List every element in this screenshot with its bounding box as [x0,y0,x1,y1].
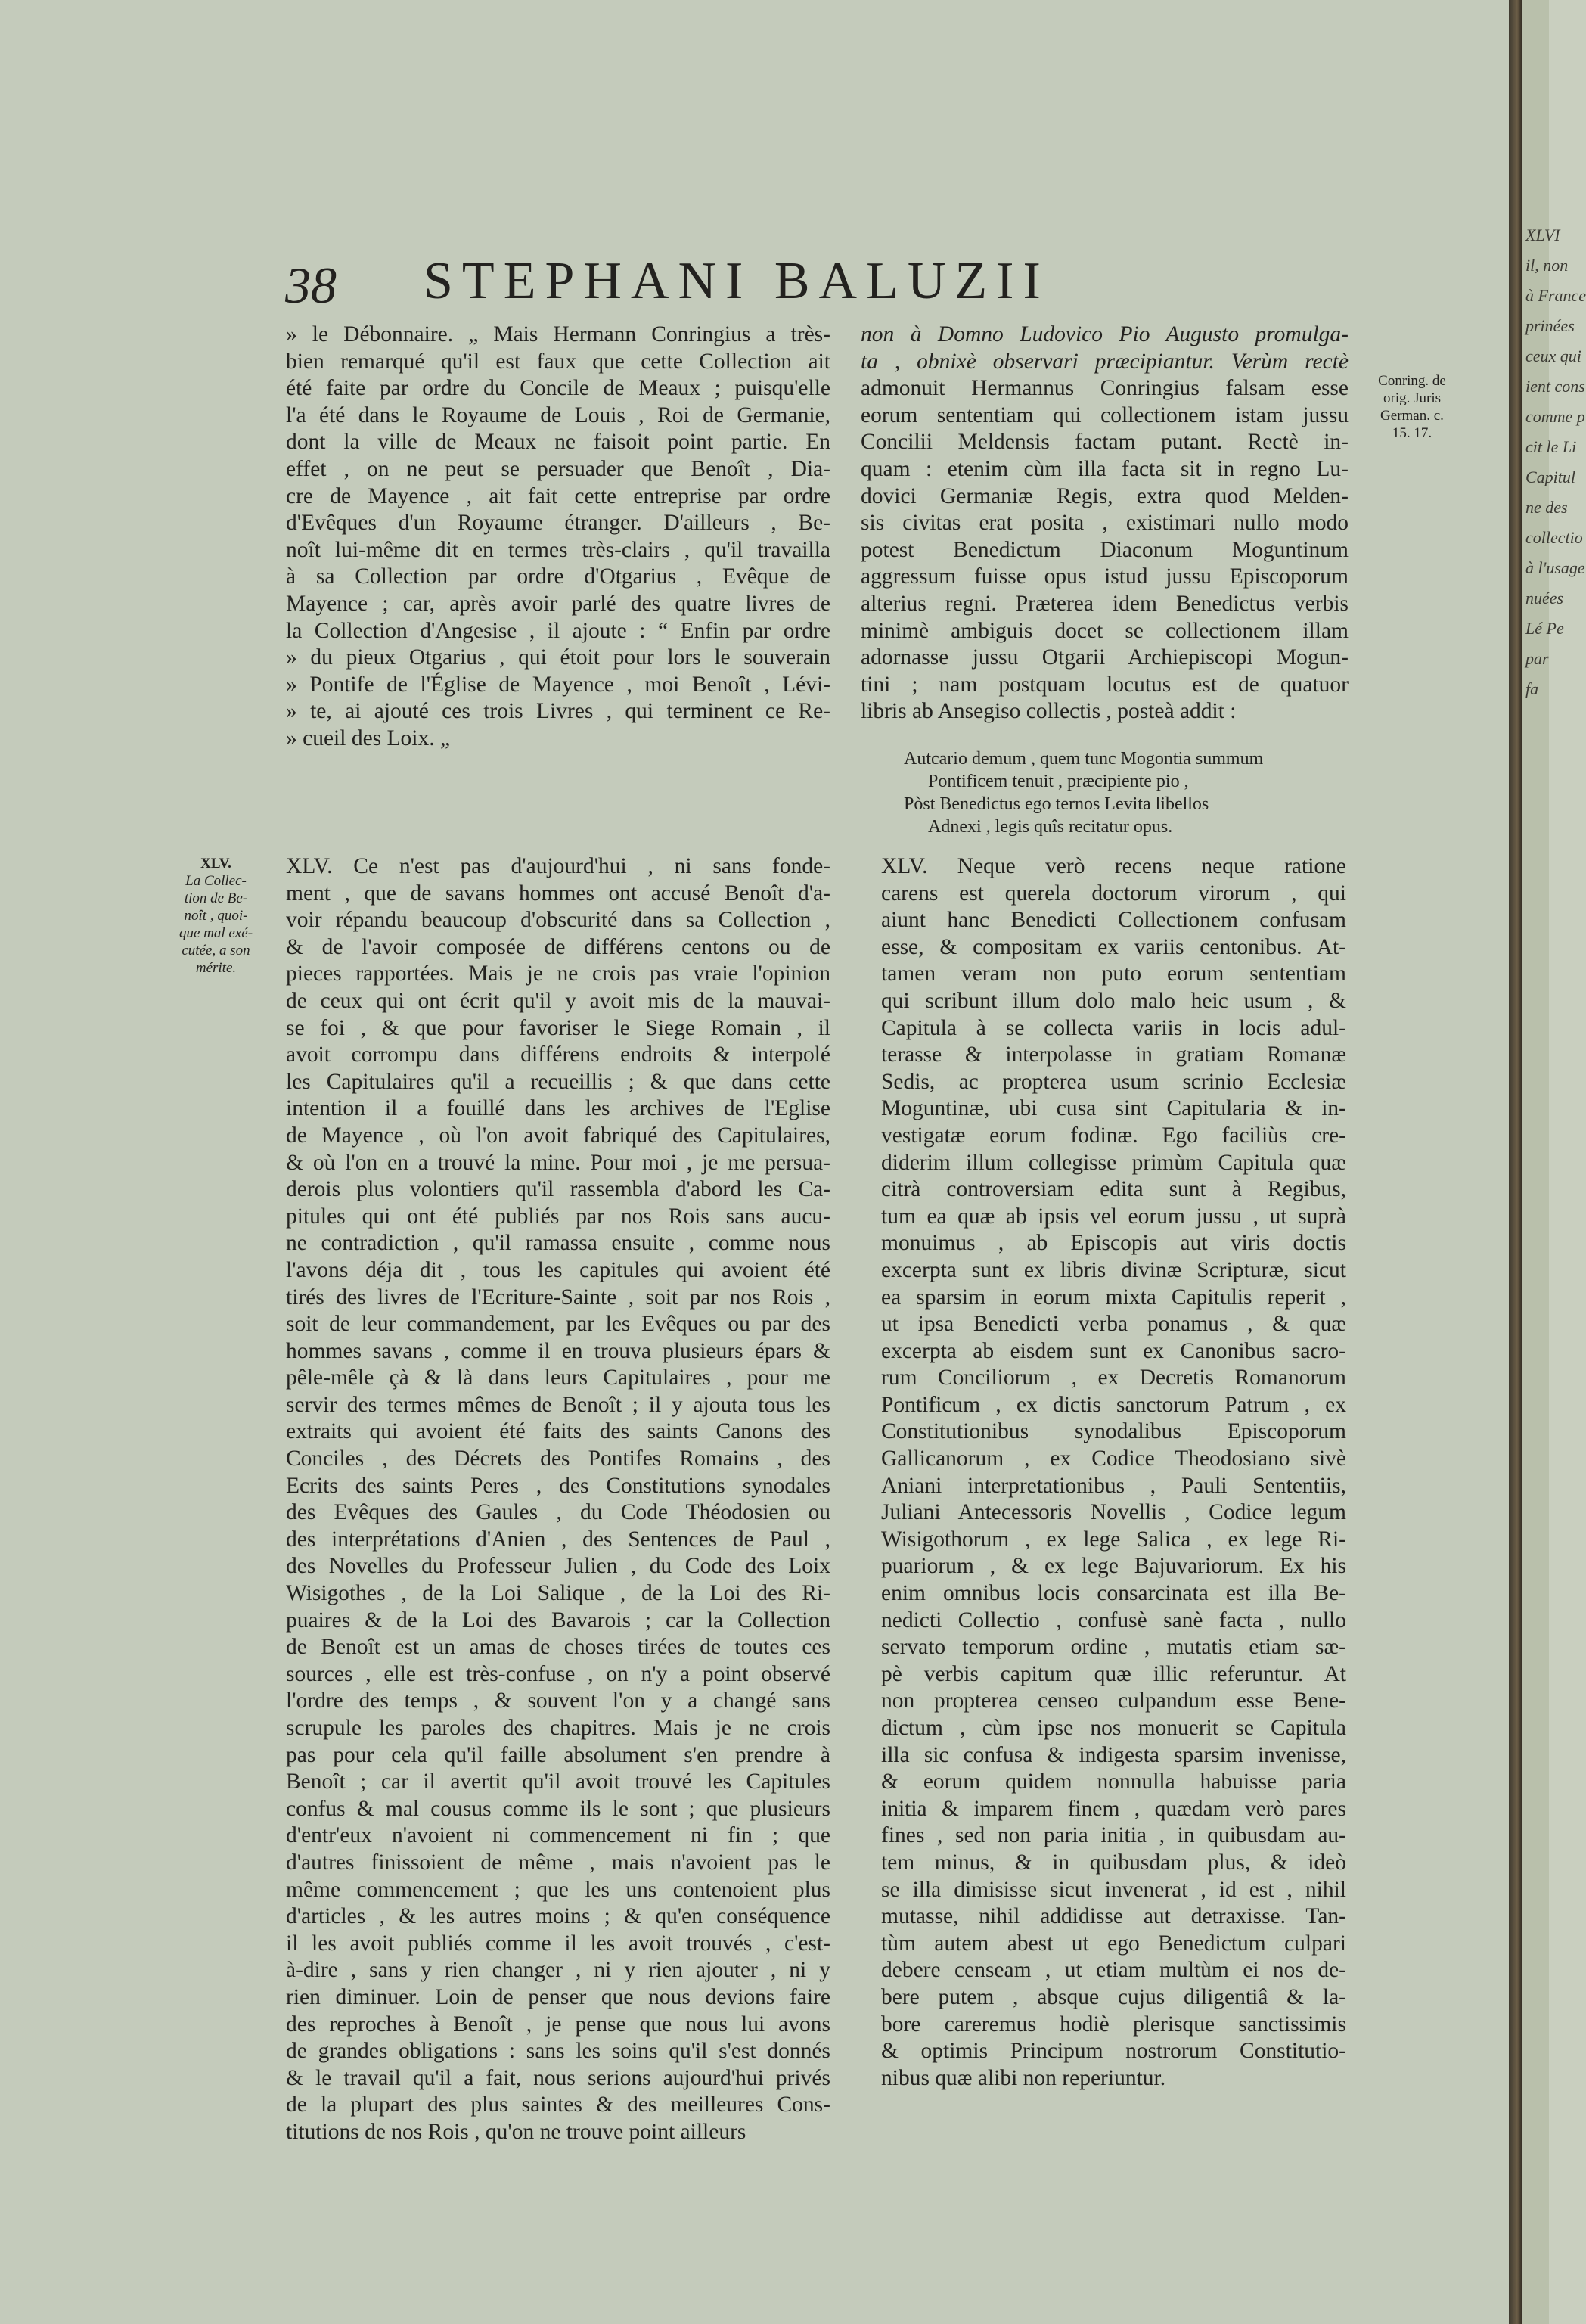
latin-text-main [881,853,1346,2092]
text-line: & où l'on en a trouvé la mine. Pour moi , je me persua- [286,1150,830,1175]
text-line: même commencement ; que les uns contenoient plus [286,1877,830,1902]
french-text-top [286,322,830,753]
sidenote-line: tion de Be- [184,890,248,906]
text-line: aggressum fuisse opus istud jussu Episcoporum [861,564,1349,589]
text-line: Moguntinæ, ubi cusa sint Capitularia & in- [881,1096,1346,1121]
text-line: d'articles , & les autres moins ; & qu'en conséquence [286,1904,830,1929]
text-line: Sedis, ac propterea usum scrinio Ecclesiæ [881,1069,1346,1094]
text-line: ea sparsim in eorum mixta Capitulis reperit , [881,1285,1346,1310]
text-line: non à Domno Ludovico Pio Augusto promulga- [861,322,1349,346]
text-line: non propterea censeo culpandum esse Bene- [881,1689,1346,1713]
text-line: rien diminuer. Loin de penser que nous devions faire [286,1984,830,2009]
facing-page-fragment: ient cons [1525,377,1585,396]
text-line: Wisigothes , de la Loi Salique , de la Loi des Ri- [286,1581,830,1606]
text-line: ne contradiction , qu'il ramassa ensuite , comme nous [286,1231,830,1256]
text-line: Conciles , des Décrets des Pontifes Romains , des [286,1446,830,1471]
sidenote-line: Conring. de [1378,373,1446,389]
text-line: pieces rapportées. Mais je ne crois pas vraie l'opinion [286,962,830,986]
french-text-main [286,853,830,2146]
text-line: eorum sententiam qui collectionem istam jussu [861,402,1349,427]
text-line: » te, ai ajouté ces trois Livres , qui terminent ce Re- [286,699,830,724]
text-line: confus & mal cousus comme ils le sont ; que plusieurs [286,1796,830,1821]
text-line: Wisigothorum , ex lege Salica , ex lege Ri- [881,1527,1346,1552]
text-line: fines , sed non paria initia , in quibusdam au- [881,1823,1346,1848]
text-line: & eorum quidem nonnulla habuisse paria [881,1769,1346,1794]
sidenote-line: 15. 17. [1392,425,1432,441]
facing-page-fragment: fa [1525,679,1539,698]
text-line: scrupule les paroles des chapitres. Mais je ne crois [286,1716,830,1740]
text-line: sis civitas erat posita , existimari nullo modo [861,511,1349,536]
text-line: tamen veram non puto eorum sententiam [881,962,1346,986]
text-line: avoit corrompu dans différens endroits & interpolé [286,1042,830,1067]
facing-page-fragment: par [1525,649,1549,668]
text-line: Pontificum , ex dictis sanctorum Patrum , ex [881,1392,1346,1417]
sidenote-line: German. c. [1380,408,1444,424]
sidenote-line: La Collec- [185,873,247,889]
text-line: Gallicanorum , ex Codice Theodosiano sivè [881,1446,1346,1471]
text-line: Ecrits des saints Peres , des Constitutions synodales [286,1473,830,1498]
verse-line: Pòst Benedictus ego ternos Levita libellos [904,794,1209,814]
text-line: pitules qui ont été publiés par nos Rois sans aucu- [286,1204,830,1229]
text-line: Capitula à se collecta variis in locis adul- [881,1015,1346,1040]
running-title: STEPHANI BALUZII [424,252,1050,310]
text-line: excerpta ab eisdem sunt ex Canonibus sacro- [881,1338,1346,1363]
text-line: monuimus , ab Episcopis aut viris doctis [881,1231,1346,1256]
sidenote-line: orig. Juris [1383,390,1441,406]
text-line: » cueil des Loix. „ [286,725,451,750]
text-line: de Mayence , où l'on avoit fabriqué des Capitulaires, [286,1123,830,1148]
sidenote-heading: XLV. [200,856,231,872]
text-line: effet , on ne peut se persuader que Benoît , Dia- [286,456,830,481]
text-line: tini ; nam postquam locutus est de quatuor [861,672,1349,697]
text-line: servir des termes mêmes de Benoît ; il y ajouta tous les [286,1392,830,1417]
text-line: dont la ville de Meaux ne faisoit point partie. En [286,430,830,455]
text-line: ut ipsa Benedicti verba ponamus , & quæ [881,1312,1346,1337]
text-line: mutasse, nihil addidisse aut detraxisse. Tan- [881,1904,1346,1929]
text-line: citrà controversiam edita sunt à Regibus, [881,1177,1346,1202]
text-line: qui scribunt illum dolo malo heic usum , & [881,988,1346,1013]
text-line: l'a été dans le Royaume de Louis , Roi de Germanie, [286,402,830,427]
text-line: nedicti Collectio , confusè sanè facta , nullo [881,1608,1346,1633]
facing-page-fragment: Lé Pe [1525,619,1564,638]
text-line: carens est querela doctorum virorum , qui [881,881,1346,906]
text-line: alterius regni. Præterea idem Benedictus verbis [861,591,1349,616]
facing-page-fragment: cit le Li [1525,437,1577,456]
text-line: intention il a fouillé dans les archives de l'Eglise [286,1096,830,1121]
facing-page-fragment: à France [1525,286,1586,305]
text-line: à-dire , sans y rien changer , ni y rien ajouter , ni y [286,1958,830,1983]
text-line: des Evêques des Gaules , du Code Théodosien ou [286,1500,830,1525]
sidenote-left [172,855,259,977]
text-line: de ceux qui ont écrit qu'il y avoit mis de la mauvai- [286,988,830,1013]
text-line: cre de Mayence , ait fait cette entreprise par ordre [286,483,830,508]
text-line: pè verbis capitum quæ illic referuntur. At [881,1661,1346,1686]
verse-line: Autcario demum , quem tunc Mogontia summum [904,749,1264,769]
text-line: à sa Collection par ordre d'Otgarius , Evêque de [286,564,830,589]
text-line: & de l'avoir composée de différens centons ou de [286,934,830,959]
text-line: derois plus volontiers qu'il rassembla d'abord les Ca- [286,1177,830,1202]
text-line: bien remarqué qu'il est faux que cette Collection ait [286,349,830,374]
text-line: hommes savans , comme il en trouva plusieurs épars & [286,1338,830,1363]
text-line: de grandes obligations : sans les soins qu'il s'est donnés [286,2039,830,2064]
text-line: tùm autem abest ut ego Benedictum culpari [881,1931,1346,1956]
sidenote-right [1355,372,1469,442]
text-line: » du pieux Otgarius , qui étoit pour lors le souverain [286,645,830,670]
text-line: Concilii Meldensis factam putant. Rectè in- [861,430,1349,455]
book-gutter [1509,0,1522,2324]
text-line: les Capitulaires qu'il a recueillis ; & que dans cette [286,1069,830,1094]
text-line: Aniani interpretationibus , Pauli Sententiis, [881,1473,1346,1498]
facing-page-edge [1522,0,1586,2324]
facing-page-fragment: il, non [1525,256,1569,275]
text-line: dictum , cùm ipse nos monuerit se Capitula [881,1716,1346,1740]
text-line: noît lui-même dit en termes très-clairs , qu'il travailla [286,537,830,562]
text-line: Mayence ; car, après avoir parlé des quatre livres de [286,591,830,616]
text-line: diderim illum collegisse primùm Capitula quæ [881,1150,1346,1175]
text-line: se foi , & que pour favoriser le Siege Romain , il [286,1015,830,1040]
facing-page-fragment: ceux qui [1525,346,1581,365]
facing-page-fragment: Capitul [1525,468,1576,486]
latin-verse-quotation [904,747,1373,838]
text-line: » le Débonnaire. „ Mais Hermann Conringius a très- [286,322,830,346]
text-line: Juliani Antecessoris Novellis , Codice legum [881,1500,1346,1525]
facing-page-fragment: comme p [1525,407,1585,426]
verse-line: Adnexi , legis quîs recitatur opus. [928,817,1173,837]
text-line: ta , obnixè observari præcipiantur. Verùm rectè [861,349,1349,374]
sidenote-line: mérite. [195,960,237,976]
text-line: servato temporum ordine , mutatis etiam sæ- [881,1635,1346,1660]
text-line: d'Evêques d'un Royaume étranger. D'ailleurs , Be- [286,511,830,536]
text-line: puariorum , & ex lege Bajuvariorum. Ex his [881,1554,1346,1579]
text-line: quam : etenim cùm illa facta sit in regno Lu- [861,456,1349,481]
text-line: des Novelles du Professeur Julien , du Code des Loix [286,1554,830,1579]
text-line: des reproches à Benoît , je pense que nous lui avons [286,2012,830,2037]
text-line: illa sic confusa & indigesta sparsim invenisse, [881,1742,1346,1767]
text-line: de Benoît est un amas de choses tirées de toutes ces [286,1635,830,1660]
text-line: adornasse jussu Otgarii Archiepiscopi Mogun- [861,645,1349,670]
text-line: puaires & de la Loi des Bavarois ; car la Collection [286,1608,830,1633]
text-line: voir répandu beaucoup d'obscurité dans sa Collection , [286,908,830,933]
text-line: des interprétations d'Anien , des Sentences de Paul , [286,1527,830,1552]
page-number: 38 [285,256,337,314]
text-line: soit de leur commandement, par les Evêques ou par des [286,1312,830,1337]
text-line: tem minus, & in quibusdam plus, & ideò [881,1850,1346,1875]
sidenote-line: noît , quoi- [184,908,248,924]
facing-page-fragment: collectio [1525,528,1583,547]
text-line: minimè ambiguis docet se collectionem illam [861,618,1349,643]
text-line: de la plupart des plus saintes & des meilleures Cons- [286,2093,830,2117]
facing-page-fragment: à l'usage [1525,558,1585,577]
text-line: admonuit Hermannus Conringius falsam esse [861,376,1349,401]
facing-page-fragment: prinées [1525,316,1575,335]
text-line: initia & imparem finem , quædam verò pares [881,1796,1346,1821]
text-line: d'entr'eux n'avoient ni commencement ni fin ; que [286,1823,830,1848]
text-line: pêle-mêle çà & là dans leurs Capitulaires , pour me [286,1366,830,1390]
text-line: bore careremus hodiè plerisque sanctissimis [881,2012,1346,2037]
text-line: ment , que de savans hommes ont accusé Benoît d'a- [286,881,830,906]
text-line: d'autres finissoient de même , mais n'avoient pas le [286,1850,830,1875]
text-line: enim omnibus locis consarcinata est illa Be- [881,1581,1346,1606]
text-line: dovici Germaniæ Regis, extra quod Melden- [861,483,1349,508]
text-line: l'avons déja dit , tous les capitules qui avoient été [286,1257,830,1282]
text-line: rum Conciliorum , ex Decretis Romanorum [881,1366,1346,1390]
text-line: excerpta sunt ex libris divinæ Scripturæ, sicut [881,1257,1346,1282]
text-line: » Pontife de l'Église de Mayence , moi Benoît , Lévi- [286,672,830,697]
latin-text-top [861,322,1349,725]
text-line: tum ea quæ ab ipsis vel eorum jussu , ut suprà [881,1204,1346,1229]
facing-page-fragment: XLVI [1525,225,1560,244]
text-line: & le travail qu'il a fait, nous serions aujourd'hui privés [286,2065,830,2090]
text-line: nibus quæ alibi non reperiuntur. [881,2065,1166,2090]
text-line: & optimis Principum nostrorum Constitutio- [881,2039,1346,2064]
text-line: XLV. Ce n'est pas d'aujourd'hui , ni sans fonde- [286,854,830,878]
text-line: debere censeam , ut etiam multùm ei nos de- [881,1958,1346,1983]
text-line: il les avoit publiés comme il les avoit trouvés , c'est- [286,1931,830,1956]
text-line: tirés des livres de l'Ecriture-Sainte , soit par nos Rois , [286,1285,830,1310]
text-line: l'ordre des temps , & souvent l'on y a changé sans [286,1689,830,1713]
text-line: pas pour cela qu'il faille absolument s'en prendre à [286,1742,830,1767]
sidenote-line: que mal exé- [178,925,253,941]
text-line: XLV. Neque verò recens neque ratione [881,854,1346,878]
text-line: sources , elle est très-confuse , on n'y a point observé [286,1661,830,1686]
text-line: se illa dimisisse sicut invenerat , id est , nihil [881,1877,1346,1902]
text-line: aiunt hanc Benedicti Collectionem confusam [881,908,1346,933]
text-line: été faite par ordre du Concile de Meaux ; puisqu'elle [286,376,830,401]
text-line: potest Benedictum Diaconum Moguntinum [861,537,1349,562]
text-line: extraits qui avoient été faits des saints Canons des [286,1419,830,1444]
text-line: terasse & interpolasse in gratiam Romanæ [881,1042,1346,1067]
text-line: vestigatæ eorum fodinæ. Ego faciliùs cre- [881,1123,1346,1148]
text-line: Benoît ; car il avertit qu'il avoit trouvé les Capitules [286,1769,830,1794]
text-line: titutions de nos Rois , qu'on ne trouve point ailleurs [286,2119,746,2144]
text-line: esse, & compositam ex variis centonibus. At- [881,934,1346,959]
facing-page-fragment: ne des [1525,498,1568,517]
text-line: la Collection d'Angesise , il ajoute : “ Enfin par ordre [286,618,830,643]
verse-line: Pontificem tenuit , præcipiente pio , [928,772,1189,791]
text-line: bere putem , absque cujus diligentiâ & la- [881,1984,1346,2009]
facing-page-fragment: nuées [1525,589,1564,607]
text-line: Constitutionibus synodalibus Episcoporum [881,1419,1346,1444]
sidenote-line: cutée, a son [182,943,250,958]
text-line: libris ab Ansegiso collectis , posteà addit : [861,699,1237,724]
